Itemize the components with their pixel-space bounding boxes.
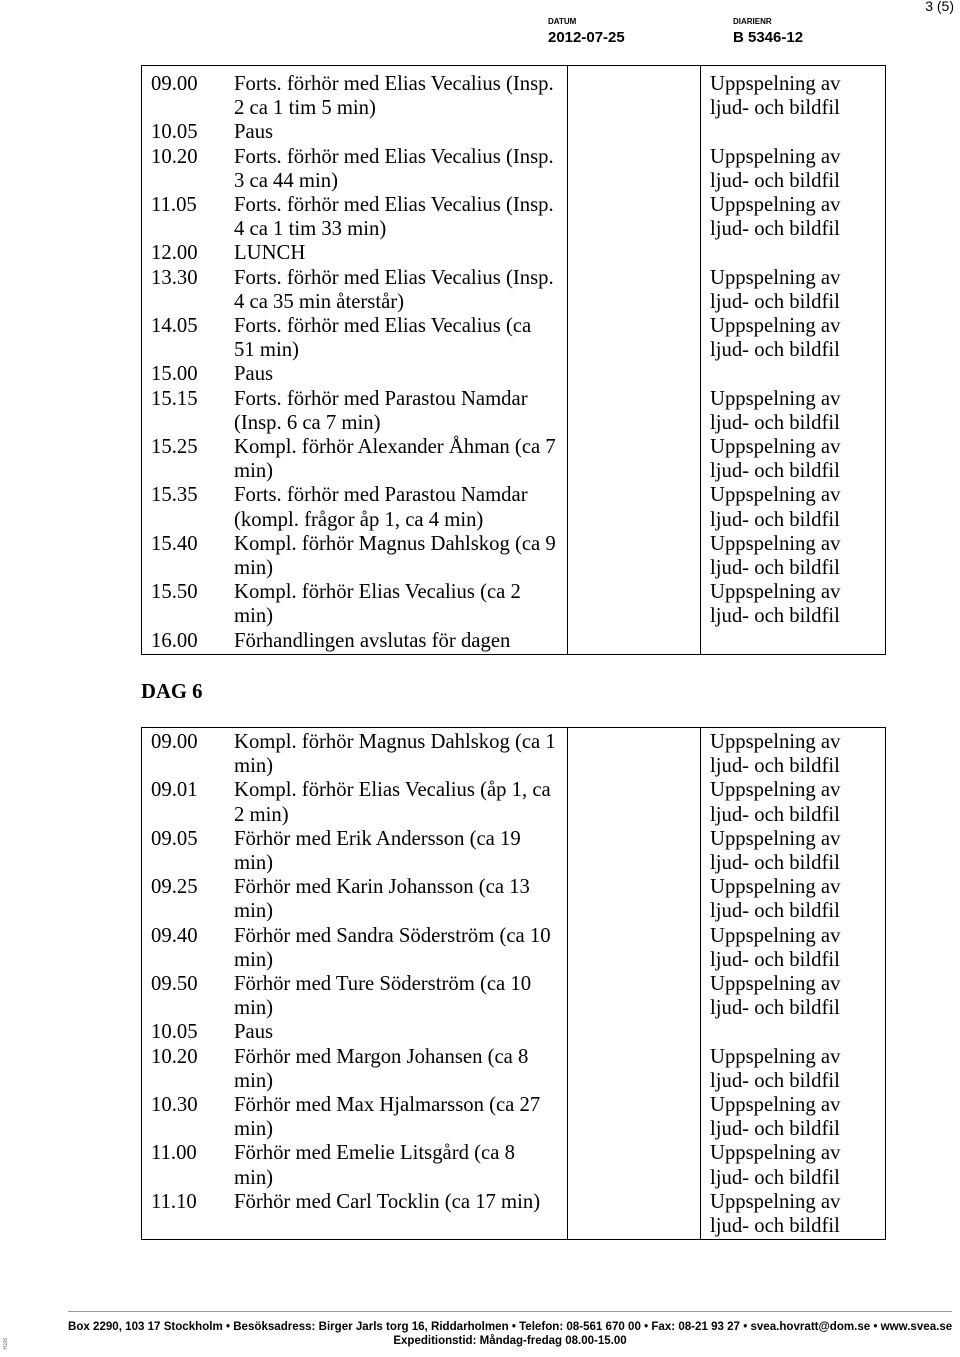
- schedule-row: [142, 483, 885, 531]
- row-note-line: Uppspelning av: [710, 266, 841, 289]
- row-note: [700, 1020, 885, 1044]
- row-activity-line: min): [234, 852, 274, 875]
- row-activity-line: 51 min): [234, 339, 299, 362]
- row-note-line: ljud- och bildfil: [710, 290, 840, 313]
- row-activity: [234, 314, 567, 362]
- row-time: 15.35: [151, 484, 198, 507]
- schedule-row: [142, 730, 885, 778]
- row-activity-line: Kompl. förhör Magnus Dahlskog (ca 9: [234, 532, 556, 555]
- row-note: [700, 924, 885, 972]
- row-note: [700, 580, 885, 628]
- row-note-line: Uppspelning av: [710, 1045, 841, 1068]
- row-activity-line: min): [234, 755, 274, 778]
- row-note-line: Uppspelning av: [710, 731, 841, 753]
- row-activity-line: Förhör med Max Hjalmarsson (ca 27: [234, 1094, 541, 1117]
- row-activity-line: Förhör med Karin Johansson (ca 13: [234, 876, 530, 899]
- row-activity-line: Förhör med Margon Johansen (ca 8: [234, 1045, 529, 1068]
- row-activity-line: Förhör med Erik Andersson (ca 19: [234, 827, 521, 850]
- row-time: 15.15: [151, 387, 198, 410]
- row-activity-line: Forts. förhör med Elias Vecalius (Insp.: [234, 73, 554, 95]
- row-note: [700, 193, 885, 241]
- schedule-row: [142, 1141, 885, 1189]
- row-blank-cell: [567, 629, 700, 653]
- row-note-line: ljud- och bildfil: [710, 169, 840, 192]
- row-activity-line: LUNCH: [234, 242, 306, 265]
- row-time: 09.01: [151, 779, 198, 802]
- row-note-line: ljud- och bildfil: [710, 997, 840, 1020]
- row-activity: [234, 362, 567, 386]
- row-time: 10.20: [151, 145, 198, 168]
- row-note-line: ljud- och bildfil: [710, 948, 840, 971]
- row-activity: [234, 266, 567, 314]
- schedule-row: [142, 145, 885, 193]
- row-activity: [234, 532, 567, 580]
- row-note-line: Uppspelning av: [710, 1094, 841, 1117]
- schedule-row: [142, 1093, 885, 1141]
- row-note: [700, 266, 885, 314]
- schedule-rows: [142, 72, 885, 653]
- row-activity: [234, 241, 567, 265]
- row-note: [700, 972, 885, 1020]
- row-activity-line: Kompl. förhör Elias Vecalius (ca 2: [234, 581, 521, 604]
- row-blank-cell: [567, 532, 700, 580]
- page-number: 3 (5): [925, 0, 954, 14]
- row-activity-line: Förhör med Carl Tocklin (ca 17 min): [234, 1190, 541, 1213]
- row-blank-cell: [567, 241, 700, 265]
- row-note-line: ljud- och bildfil: [710, 1166, 840, 1189]
- column-divider: [567, 66, 568, 654]
- row-activity-line: Kompl. förhör Elias Vecalius (åp 1, ca: [234, 779, 551, 802]
- row-activity-line: Forts. förhör med Elias Vecalius (Insp.: [234, 266, 554, 289]
- row-note: [700, 778, 885, 826]
- row-activity-line: min): [234, 1069, 274, 1092]
- row-blank-cell: [567, 120, 700, 144]
- row-note-line: Uppspelning av: [710, 779, 841, 802]
- case-number-value: B 5346-12: [733, 29, 804, 46]
- row-activity: [234, 778, 567, 826]
- row-activity-line: (Insp. 6 ca 7 min): [234, 411, 381, 434]
- row-time: 12.00: [151, 242, 198, 265]
- row-note-line: ljud- och bildfil: [710, 97, 840, 120]
- row-note-line: Uppspelning av: [710, 581, 841, 604]
- row-activity-line: Förhandlingen avslutas för dagen: [234, 629, 511, 652]
- row-note-line: Uppspelning av: [710, 532, 841, 555]
- footer-address: [68, 1320, 952, 1335]
- row-activity-line: Forts. förhör med Elias Vecalius (Insp.: [234, 194, 554, 217]
- row-note-line: Uppspelning av: [710, 145, 841, 168]
- margin-template-code: R2B: [3, 1338, 9, 1350]
- row-blank-cell: [567, 1141, 700, 1189]
- row-note-line: ljud- och bildfil: [710, 557, 840, 580]
- row-activity: [234, 435, 567, 483]
- row-note: [700, 532, 885, 580]
- row-activity-line: Förhör med Emelie Litsgård (ca 8: [234, 1142, 515, 1165]
- row-time: 10.30: [151, 1094, 198, 1117]
- row-note: [700, 827, 885, 875]
- row-note-line: Uppspelning av: [710, 436, 841, 459]
- schedule-row: [142, 778, 885, 826]
- schedule-row: [142, 362, 885, 386]
- row-activity: [234, 924, 567, 972]
- row-time: 09.40: [151, 924, 198, 947]
- schedule-row: [142, 72, 885, 120]
- row-time: 11.10: [151, 1190, 197, 1213]
- row-note: [700, 483, 885, 531]
- row-note-line: ljud- och bildfil: [710, 460, 840, 483]
- row-time: 15.25: [151, 436, 198, 459]
- row-note-line: Uppspelning av: [710, 924, 841, 947]
- schedule-row: [142, 629, 885, 653]
- schedule-rows: [142, 730, 885, 1238]
- row-activity-line: Paus: [234, 121, 274, 144]
- schedule-row: [142, 532, 885, 580]
- row-activity-line: 3 ca 44 min): [234, 169, 338, 192]
- row-activity: [234, 193, 567, 241]
- row-time: 11.05: [151, 194, 197, 217]
- row-note-line: Uppspelning av: [710, 194, 841, 217]
- row-time: 16.00: [151, 629, 198, 652]
- row-activity: [234, 1141, 567, 1189]
- column-divider: [700, 66, 701, 654]
- schedule-row: [142, 1045, 885, 1093]
- schedule-row: [142, 875, 885, 923]
- schedule-row: [142, 314, 885, 362]
- row-activity: [234, 730, 567, 778]
- row-note-line: Uppspelning av: [710, 484, 841, 507]
- row-blank-cell: [567, 924, 700, 972]
- row-activity-line: 4 ca 1 tim 33 min): [234, 218, 387, 241]
- row-activity-line: Forts. förhör med Parastou Namdar: [234, 484, 528, 507]
- row-blank-cell: [567, 266, 700, 314]
- day-heading: DAG 6: [141, 681, 203, 703]
- row-activity: [234, 145, 567, 193]
- row-time: 09.25: [151, 876, 198, 899]
- row-activity: [234, 1093, 567, 1141]
- row-blank-cell: [567, 972, 700, 1020]
- case-number-label: DIARIENR: [733, 17, 772, 26]
- row-blank-cell: [567, 193, 700, 241]
- row-activity: [234, 1190, 567, 1238]
- row-time: 11.00: [151, 1142, 197, 1165]
- row-blank-cell: [567, 72, 700, 120]
- footer-divider: [68, 1311, 952, 1312]
- row-blank-cell: [567, 730, 700, 778]
- row-note: [700, 314, 885, 362]
- row-activity: [234, 1045, 567, 1093]
- row-note-line: Uppspelning av: [710, 73, 841, 95]
- row-blank-cell: [567, 314, 700, 362]
- row-time: 14.05: [151, 315, 198, 338]
- row-activity-line: min): [234, 460, 274, 483]
- row-note-line: ljud- och bildfil: [710, 605, 840, 628]
- row-time: 10.05: [151, 1021, 198, 1044]
- row-activity-line: min): [234, 605, 274, 628]
- row-activity-line: min): [234, 557, 274, 580]
- row-activity-line: (kompl. frågor åp 1, ca 4 min): [234, 508, 484, 531]
- row-blank-cell: [567, 362, 700, 386]
- row-note: [700, 1093, 885, 1141]
- row-note: [700, 435, 885, 483]
- row-note-line: ljud- och bildfil: [710, 900, 840, 923]
- row-note-line: ljud- och bildfil: [710, 755, 840, 778]
- column-divider: [700, 728, 701, 1239]
- row-activity-line: Kompl. förhör Alexander Åhman (ca 7: [234, 436, 556, 459]
- row-note-line: ljud- och bildfil: [710, 852, 840, 875]
- row-note-line: Uppspelning av: [710, 315, 841, 338]
- schedule-row: [142, 580, 885, 628]
- row-note: [700, 72, 885, 120]
- row-time: 09.05: [151, 827, 198, 850]
- row-activity-line: min): [234, 948, 274, 971]
- schedule-row: [142, 241, 885, 265]
- footer-address-line: Box 2290, 103 17 Stockholm • Besöksadress: Birger Jarls torg 16, Riddarholmen • Telefon: 08-561 670 00 • Fax: 08-21 93 27 • svea.hovratt@dom.se • www.svea.se: [68, 1321, 952, 1333]
- row-blank-cell: [567, 1045, 700, 1093]
- row-note-line: Uppspelning av: [710, 827, 841, 850]
- schedule-row: [142, 1020, 885, 1044]
- row-blank-cell: [567, 387, 700, 435]
- row-blank-cell: [567, 483, 700, 531]
- schedule-row: [142, 924, 885, 972]
- row-activity: [234, 972, 567, 1020]
- row-note-line: ljud- och bildfil: [710, 1069, 840, 1092]
- row-note: [700, 387, 885, 435]
- column-divider: [567, 728, 568, 1239]
- schedule-row: [142, 120, 885, 144]
- row-activity-line: Paus: [234, 1021, 274, 1044]
- row-activity: [234, 875, 567, 923]
- schedule-row: [142, 387, 885, 435]
- row-activity-line: Förhör med Sandra Söderström (ca 10: [234, 924, 551, 947]
- row-note-line: ljud- och bildfil: [710, 1118, 840, 1141]
- schedule-row: [142, 435, 885, 483]
- schedule-row: [142, 1190, 885, 1238]
- row-note: [700, 241, 885, 265]
- row-blank-cell: [567, 145, 700, 193]
- row-time: 10.05: [151, 121, 198, 144]
- row-activity: [234, 72, 567, 120]
- row-note-line: ljud- och bildfil: [710, 339, 840, 362]
- row-activity-line: Forts. förhör med Parastou Namdar: [234, 387, 528, 410]
- schedule-row: [142, 193, 885, 241]
- row-note-line: ljud- och bildfil: [710, 803, 840, 826]
- row-note: [700, 145, 885, 193]
- schedule-row: [142, 972, 885, 1020]
- row-activity-line: Forts. förhör med Elias Vecalius (ca: [234, 315, 532, 338]
- date-value: 2012-07-25: [548, 29, 625, 46]
- schedule-row: [142, 266, 885, 314]
- row-note-line: ljud- och bildfil: [710, 218, 840, 241]
- row-activity-line: Kompl. förhör Magnus Dahlskog (ca 1: [234, 731, 556, 753]
- schedule-table-day-6: [141, 727, 886, 1240]
- row-note: [700, 629, 885, 653]
- row-activity: [234, 1020, 567, 1044]
- row-activity-line: min): [234, 1166, 274, 1189]
- row-blank-cell: [567, 435, 700, 483]
- schedule-table-continued: [141, 65, 886, 655]
- row-activity-line: Forts. förhör med Elias Vecalius (Insp.: [234, 145, 554, 168]
- row-activity: [234, 629, 567, 653]
- row-time: 13.30: [151, 266, 198, 289]
- row-activity-line: Paus: [234, 363, 274, 386]
- row-blank-cell: [567, 875, 700, 923]
- date-label: DATUM: [548, 17, 577, 26]
- row-note-line: Uppspelning av: [710, 973, 841, 996]
- row-note: [700, 1190, 885, 1238]
- row-activity: [234, 827, 567, 875]
- row-note: [700, 875, 885, 923]
- row-note-line: Uppspelning av: [710, 1142, 841, 1165]
- row-activity-line: 4 ca 35 min återstår): [234, 290, 405, 313]
- row-activity-line: 2 ca 1 tim 5 min): [234, 97, 376, 120]
- row-activity-line: Förhör med Ture Söderström (ca 10: [234, 973, 532, 996]
- row-note: [700, 362, 885, 386]
- row-note-line: Uppspelning av: [710, 876, 841, 899]
- row-activity: [234, 483, 567, 531]
- row-note-line: Uppspelning av: [710, 1190, 841, 1213]
- row-note-line: ljud- och bildfil: [710, 508, 840, 531]
- row-note-line: Uppspelning av: [710, 387, 841, 410]
- row-blank-cell: [567, 580, 700, 628]
- row-note: [700, 120, 885, 144]
- row-time: 15.50: [151, 581, 198, 604]
- row-blank-cell: [567, 1020, 700, 1044]
- row-activity-line: min): [234, 1118, 274, 1141]
- row-time: 10.20: [151, 1045, 198, 1068]
- row-activity-line: min): [234, 900, 274, 923]
- footer-opening-hours: Expeditionstid: Måndag-fredag 08.00-15.00: [393, 1335, 627, 1347]
- row-blank-cell: [567, 1093, 700, 1141]
- row-time: 09.00: [151, 73, 198, 95]
- row-note: [700, 1141, 885, 1189]
- row-blank-cell: [567, 778, 700, 826]
- row-activity: [234, 580, 567, 628]
- row-activity-line: 2 min): [234, 803, 289, 826]
- schedule-row: [142, 827, 885, 875]
- row-note-line: ljud- och bildfil: [710, 1215, 840, 1238]
- row-activity: [234, 120, 567, 144]
- row-blank-cell: [567, 1190, 700, 1238]
- row-activity: [234, 387, 567, 435]
- row-time: 09.50: [151, 973, 198, 996]
- row-time: 15.40: [151, 532, 198, 555]
- row-note-line: ljud- och bildfil: [710, 411, 840, 434]
- row-activity-line: min): [234, 997, 274, 1020]
- row-note: [700, 730, 885, 778]
- row-blank-cell: [567, 827, 700, 875]
- row-time: 15.00: [151, 363, 198, 386]
- row-note: [700, 1045, 885, 1093]
- row-time: 09.00: [151, 731, 198, 753]
